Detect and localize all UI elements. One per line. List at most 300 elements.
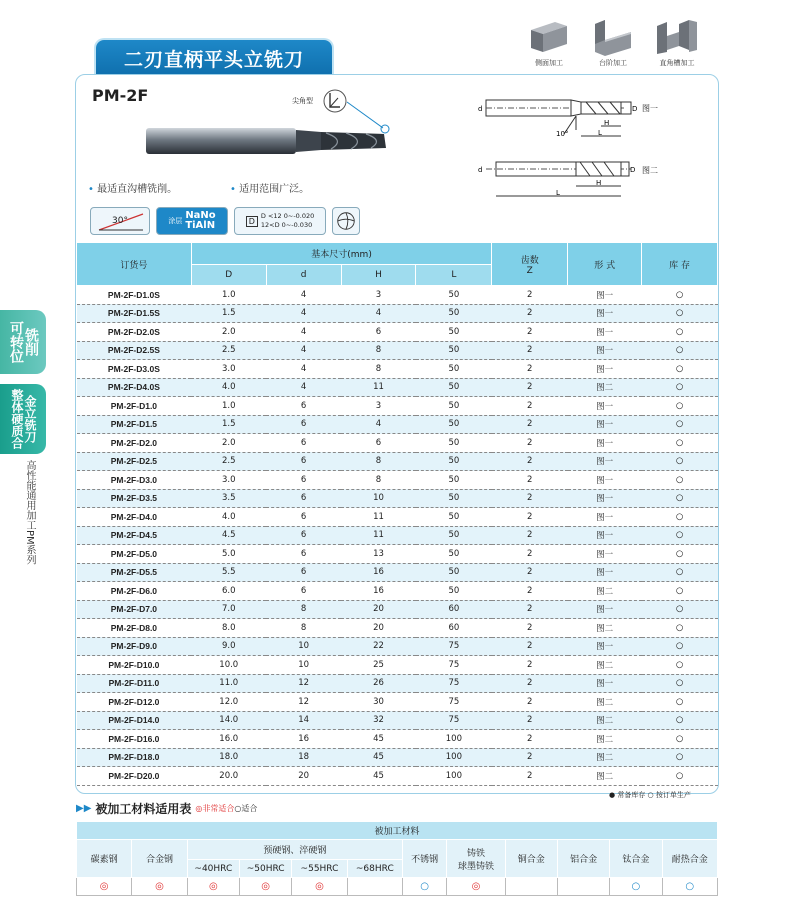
cell-stock: ○ (642, 693, 718, 712)
cell-form: 图二 (568, 730, 642, 749)
header-L: L (416, 265, 492, 286)
mat-col-carbon: 碳素钢 (77, 840, 132, 878)
mat-col-stainless: 不锈钢 (403, 840, 447, 878)
diagram-type-1 (476, 90, 636, 140)
cell-H: 11 (341, 508, 416, 527)
cell-L: 50 (416, 304, 492, 323)
cell-stock: ○ (642, 637, 718, 656)
coating-name (185, 211, 215, 231)
cell-form: 图一 (568, 323, 642, 342)
mat-col-cast-iron: 铸铁 球墨铸铁 (447, 840, 505, 878)
cell-D: 3.0 (191, 471, 266, 490)
cell-teeth: 2 (492, 767, 568, 786)
table-row (77, 582, 718, 601)
step-machining-label: 台阶加工 (599, 59, 627, 67)
header-teeth-z: Z (526, 265, 533, 276)
side-tab-solid-carbide[interactable] (0, 384, 46, 454)
cell-code: PM-2F-D3.0S (77, 360, 192, 379)
cell-L: 50 (416, 360, 492, 379)
cell-code: PM-2F-D2.0 (77, 434, 192, 453)
cell-form: 图二 (568, 748, 642, 767)
cell-teeth: 2 (492, 489, 568, 508)
cell-D: 11.0 (191, 674, 266, 693)
cell-teeth: 2 (492, 545, 568, 564)
table-row (77, 378, 718, 397)
cell-code: PM-2F-D2.5S (77, 341, 192, 360)
cell-code: PM-2F-D9.0 (77, 637, 192, 656)
cell-teeth: 2 (492, 526, 568, 545)
cell-D: 2.5 (191, 452, 266, 471)
material-suitability: ◎ (447, 878, 505, 896)
cell-D: 20.0 (191, 767, 266, 786)
table-row (77, 286, 718, 305)
mat-col-copper: 铜合金 (505, 840, 557, 878)
cell-teeth: 2 (492, 711, 568, 730)
slot-machining-label: 直角槽加工 (659, 59, 695, 67)
cell-H: 26 (341, 674, 416, 693)
cell-form: 图二 (568, 656, 642, 675)
cell-stock: ○ (642, 748, 718, 767)
table-row (77, 415, 718, 434)
cell-stock: ○ (642, 711, 718, 730)
cell-d: 10 (266, 637, 341, 656)
side-tab1-line1: 可转位 (8, 321, 24, 363)
cell-teeth: 2 (492, 748, 568, 767)
cell-form: 图一 (568, 508, 642, 527)
diag1-D-label: D (632, 105, 638, 113)
spec-badges (90, 207, 360, 235)
cell-stock: ○ (642, 360, 718, 379)
cell-form: 图一 (568, 489, 642, 508)
cell-form: 图一 (568, 545, 642, 564)
cell-d: 20 (266, 767, 341, 786)
cell-form: 图二 (568, 711, 642, 730)
cell-stock: ○ (642, 582, 718, 601)
cell-D: 10.0 (191, 656, 266, 675)
table-row (77, 526, 718, 545)
materials-values-row (77, 878, 718, 896)
cell-code: PM-2F-D1.0 (77, 397, 192, 416)
table-row (77, 748, 718, 767)
material-suitability: ○ (403, 878, 447, 896)
cell-stock: ○ (642, 286, 718, 305)
side-machining-label: 侧面加工 (535, 59, 563, 67)
cell-L: 50 (416, 508, 492, 527)
diag1-angle-label: 10° (556, 130, 569, 138)
cell-d: 14 (266, 711, 341, 730)
tolerance-values (261, 212, 314, 230)
header-basic-size: 基本尺寸(mm) (191, 243, 492, 265)
cell-L: 60 (416, 600, 492, 619)
cell-form: 图一 (568, 360, 642, 379)
fig1-label: 图一 (642, 104, 658, 113)
table-row (77, 397, 718, 416)
cell-D: 4.5 (191, 526, 266, 545)
cell-teeth: 2 (492, 452, 568, 471)
material-suitability (557, 878, 609, 896)
cell-L: 50 (416, 545, 492, 564)
material-suitability: ◎ (240, 878, 292, 896)
cell-L: 50 (416, 563, 492, 582)
table-row (77, 730, 718, 749)
header-D: D (191, 265, 266, 286)
cell-stock: ○ (642, 341, 718, 360)
model-name: PM-2F (92, 86, 149, 105)
material-suitability: ○ (610, 878, 662, 896)
tolerance-badge (234, 207, 326, 235)
mat-col-heat-resistant: 耐热合金 (662, 840, 717, 878)
cell-H: 3 (341, 286, 416, 305)
table-row (77, 767, 718, 786)
cell-code: PM-2F-D20.0 (77, 767, 192, 786)
slot-machining-icon (655, 16, 699, 56)
side-tab2-line2: 金立铣刀 (23, 395, 37, 443)
cell-L: 75 (416, 693, 492, 712)
cell-d: 4 (266, 323, 341, 342)
mat-col-titanium: 钛合金 (610, 840, 662, 878)
cell-H: 16 (341, 582, 416, 601)
cell-form: 图一 (568, 637, 642, 656)
cell-d: 6 (266, 508, 341, 527)
diag2-d-label: d (478, 166, 483, 174)
header-teeth (492, 243, 568, 286)
cell-H: 8 (341, 471, 416, 490)
cell-L: 50 (416, 341, 492, 360)
cell-H: 3 (341, 397, 416, 416)
cell-form: 图一 (568, 471, 642, 490)
materials-table (76, 821, 718, 896)
mat-hrc-55: ~55HRC (292, 860, 347, 878)
cell-L: 50 (416, 378, 492, 397)
table-row (77, 563, 718, 582)
diag2-H-label: H (596, 179, 602, 187)
cell-d: 6 (266, 471, 341, 490)
table-row (77, 471, 718, 490)
materials-group-header: 被加工材料 (77, 822, 718, 840)
cell-teeth: 2 (492, 360, 568, 379)
product-table (76, 242, 718, 786)
cell-D: 16.0 (191, 730, 266, 749)
cell-code: PM-2F-D3.0 (77, 471, 192, 490)
cell-stock: ○ (642, 323, 718, 342)
cell-D: 8.0 (191, 619, 266, 638)
cell-D: 6.0 (191, 582, 266, 601)
cell-teeth: 2 (492, 397, 568, 416)
cell-stock: ○ (642, 508, 718, 527)
cell-D: 5.0 (191, 545, 266, 564)
cell-d: 6 (266, 415, 341, 434)
cell-d: 6 (266, 489, 341, 508)
cell-code: PM-2F-D11.0 (77, 674, 192, 693)
cell-L: 50 (416, 471, 492, 490)
side-machining-icon (527, 16, 571, 56)
cell-teeth: 2 (492, 656, 568, 675)
cell-d: 8 (266, 600, 341, 619)
helix-angle: 30° (112, 216, 128, 226)
cell-D: 7.0 (191, 600, 266, 619)
cell-H: 13 (341, 545, 416, 564)
cell-H: 32 (341, 711, 416, 730)
cell-d: 12 (266, 693, 341, 712)
header-d: d (266, 265, 341, 286)
side-tab-indexable-milling[interactable] (0, 310, 46, 374)
cell-d: 6 (266, 563, 341, 582)
cell-d: 6 (266, 582, 341, 601)
feature-1: • 最适直沟槽铣削。 (88, 184, 178, 195)
cell-code: PM-2F-D5.5 (77, 563, 192, 582)
cell-code: PM-2F-D5.0 (77, 545, 192, 564)
cell-L: 100 (416, 748, 492, 767)
side-series-label: 高性能通用加工PM系列 (24, 460, 35, 565)
cell-stock: ○ (642, 452, 718, 471)
cell-teeth: 2 (492, 434, 568, 453)
two-flute-icon (335, 210, 357, 232)
side-tab1-line2: 铣削 (23, 328, 39, 356)
cell-teeth: 2 (492, 674, 568, 693)
cell-D: 2.0 (191, 323, 266, 342)
flute-badge (332, 207, 360, 235)
cell-H: 10 (341, 489, 416, 508)
material-suitability (347, 878, 402, 896)
cell-H: 8 (341, 341, 416, 360)
cell-form: 图二 (568, 767, 642, 786)
cell-stock: ○ (642, 415, 718, 434)
cell-L: 50 (416, 415, 492, 434)
header-H: H (341, 265, 416, 286)
header-form: 形 式 (568, 243, 642, 286)
cell-d: 12 (266, 674, 341, 693)
table-row (77, 360, 718, 379)
cell-stock: ○ (642, 526, 718, 545)
double-arrow-icon: ▶▶ (76, 803, 92, 814)
cell-teeth: 2 (492, 415, 568, 434)
table-row (77, 304, 718, 323)
cell-code: PM-2F-D4.0S (77, 378, 192, 397)
cell-D: 1.0 (191, 397, 266, 416)
cell-teeth: 2 (492, 563, 568, 582)
cell-code: PM-2F-D10.0 (77, 656, 192, 675)
cell-form: 图一 (568, 304, 642, 323)
table-row (77, 341, 718, 360)
stock-note: ● 常备库存 ○ 按订单生产 (609, 791, 691, 799)
cell-d: 18 (266, 748, 341, 767)
material-suitability: ◎ (77, 878, 132, 896)
cell-stock: ○ (642, 619, 718, 638)
cell-code: PM-2F-D12.0 (77, 693, 192, 712)
cell-H: 25 (341, 656, 416, 675)
cell-d: 4 (266, 341, 341, 360)
cell-stock: ○ (642, 378, 718, 397)
table-body (77, 286, 718, 786)
side-machining (519, 16, 579, 68)
cell-d: 8 (266, 619, 341, 638)
cell-L: 75 (416, 656, 492, 675)
side-tab2-line1: 整体硬质合 (10, 389, 24, 449)
table-row (77, 600, 718, 619)
cell-H: 4 (341, 304, 416, 323)
cell-code: PM-2F-D2.5 (77, 452, 192, 471)
cell-teeth: 2 (492, 600, 568, 619)
legend-single: ○适合 (234, 804, 258, 813)
step-machining-icon (591, 16, 635, 56)
cell-teeth: 2 (492, 286, 568, 305)
cell-form: 图一 (568, 526, 642, 545)
coating-line1: NaNo (185, 210, 216, 221)
page-title: 二刃直柄平头立铣刀 (96, 40, 332, 76)
cell-L: 50 (416, 582, 492, 601)
cell-stock: ○ (642, 563, 718, 582)
cell-D: 2.0 (191, 434, 266, 453)
material-suitability: ○ (662, 878, 717, 896)
cell-form: 图二 (568, 582, 642, 601)
cell-d: 4 (266, 286, 341, 305)
materials-title-row (76, 800, 257, 817)
tolerance-line2: 12<D 0~-0.030 (260, 221, 313, 229)
table-row (77, 674, 718, 693)
cell-form: 图一 (568, 674, 642, 693)
cell-code: PM-2F-D14.0 (77, 711, 192, 730)
cell-teeth: 2 (492, 341, 568, 360)
cell-form: 图一 (568, 415, 642, 434)
cell-d: 4 (266, 378, 341, 397)
cell-L: 50 (416, 434, 492, 453)
cell-form: 图一 (568, 397, 642, 416)
diagram-type-2 (476, 150, 636, 200)
cell-stock: ○ (642, 767, 718, 786)
cell-D: 3.0 (191, 360, 266, 379)
material-suitability: ◎ (187, 878, 239, 896)
coating-label: 涂层 (168, 217, 183, 225)
cell-code: PM-2F-D8.0 (77, 619, 192, 638)
mat-col-aluminum: 铝合金 (557, 840, 609, 878)
table-row (77, 508, 718, 527)
coating-badge (156, 207, 228, 235)
cell-code: PM-2F-D3.5 (77, 489, 192, 508)
feature-1-text: 最适直沟槽铣削。 (97, 184, 178, 195)
cell-D: 3.5 (191, 489, 266, 508)
cell-d: 4 (266, 304, 341, 323)
cell-teeth: 2 (492, 582, 568, 601)
cell-form: 图一 (568, 434, 642, 453)
mat-col-hardened: 预硬钢、淬硬钢 (187, 840, 402, 860)
feature-2: • 适用范围广泛。 (230, 184, 310, 195)
cell-stock: ○ (642, 656, 718, 675)
table-row (77, 434, 718, 453)
cell-D: 4.0 (191, 508, 266, 527)
cell-teeth: 2 (492, 304, 568, 323)
cell-stock: ○ (642, 674, 718, 693)
cell-H: 45 (341, 767, 416, 786)
end-mill-image (146, 118, 396, 163)
cell-teeth: 2 (492, 323, 568, 342)
cell-form: 图一 (568, 600, 642, 619)
cell-H: 6 (341, 323, 416, 342)
diag1-H-label: H (604, 119, 610, 127)
diag1-d-label: d (478, 105, 483, 113)
cell-L: 50 (416, 286, 492, 305)
tolerance-line1: D <12 0~-0.020 (260, 212, 315, 220)
cell-code: PM-2F-D7.0 (77, 600, 192, 619)
cell-teeth: 2 (492, 619, 568, 638)
cell-d: 4 (266, 360, 341, 379)
material-suitability (505, 878, 557, 896)
cell-L: 100 (416, 730, 492, 749)
cell-H: 30 (341, 693, 416, 712)
cell-H: 45 (341, 748, 416, 767)
cell-H: 6 (341, 434, 416, 453)
cell-teeth: 2 (492, 730, 568, 749)
mat-hrc-68: ~68HRC (347, 860, 402, 878)
cell-L: 50 (416, 526, 492, 545)
cell-form: 图二 (568, 693, 642, 712)
cell-code: PM-2F-D4.5 (77, 526, 192, 545)
cell-stock: ○ (642, 600, 718, 619)
cell-H: 11 (341, 526, 416, 545)
header-code: 订货号 (77, 243, 192, 286)
cell-d: 6 (266, 434, 341, 453)
header-stock: 库 存 (642, 243, 718, 286)
materials-title: 被加工材料适用表 (95, 802, 192, 816)
table-row (77, 489, 718, 508)
cell-code: PM-2F-D1.5 (77, 415, 192, 434)
cell-H: 16 (341, 563, 416, 582)
cell-H: 11 (341, 378, 416, 397)
helix-angle-badge (90, 207, 150, 235)
table-row (77, 452, 718, 471)
cell-D: 1.0 (191, 286, 266, 305)
cell-form: 图二 (568, 619, 642, 638)
diag2-D-label: D (630, 166, 636, 174)
mat-col-alloy: 合金钢 (132, 840, 187, 878)
mat-hrc-50: ~50HRC (240, 860, 292, 878)
cell-D: 5.5 (191, 563, 266, 582)
tolerance-d-symbol: D (246, 216, 258, 227)
cell-L: 75 (416, 637, 492, 656)
cell-teeth: 2 (492, 378, 568, 397)
cell-form: 图一 (568, 563, 642, 582)
cell-teeth: 2 (492, 693, 568, 712)
cell-stock: ○ (642, 434, 718, 453)
cell-stock: ○ (642, 489, 718, 508)
table-row (77, 711, 718, 730)
table-row (77, 637, 718, 656)
cell-code: PM-2F-D2.0S (77, 323, 192, 342)
cell-code: PM-2F-D4.0 (77, 508, 192, 527)
cell-D: 4.0 (191, 378, 266, 397)
cell-L: 100 (416, 767, 492, 786)
header-teeth-label: 齿数 (520, 255, 539, 266)
mat-hrc-40: ~40HRC (187, 860, 239, 878)
cell-D: 9.0 (191, 637, 266, 656)
cell-stock: ○ (642, 545, 718, 564)
cell-H: 20 (341, 619, 416, 638)
cell-D: 12.0 (191, 693, 266, 712)
cell-teeth: 2 (492, 471, 568, 490)
slot-machining (647, 16, 707, 68)
table-row (77, 619, 718, 638)
cell-stock: ○ (642, 304, 718, 323)
cell-form: 图一 (568, 286, 642, 305)
material-suitability: ◎ (292, 878, 347, 896)
cell-code: PM-2F-D6.0 (77, 582, 192, 601)
cell-stock: ○ (642, 730, 718, 749)
cell-stock: ○ (642, 471, 718, 490)
step-machining (583, 16, 643, 68)
cell-L: 50 (416, 323, 492, 342)
cell-teeth: 2 (492, 637, 568, 656)
cell-form: 图一 (568, 341, 642, 360)
material-suitability: ◎ (132, 878, 187, 896)
